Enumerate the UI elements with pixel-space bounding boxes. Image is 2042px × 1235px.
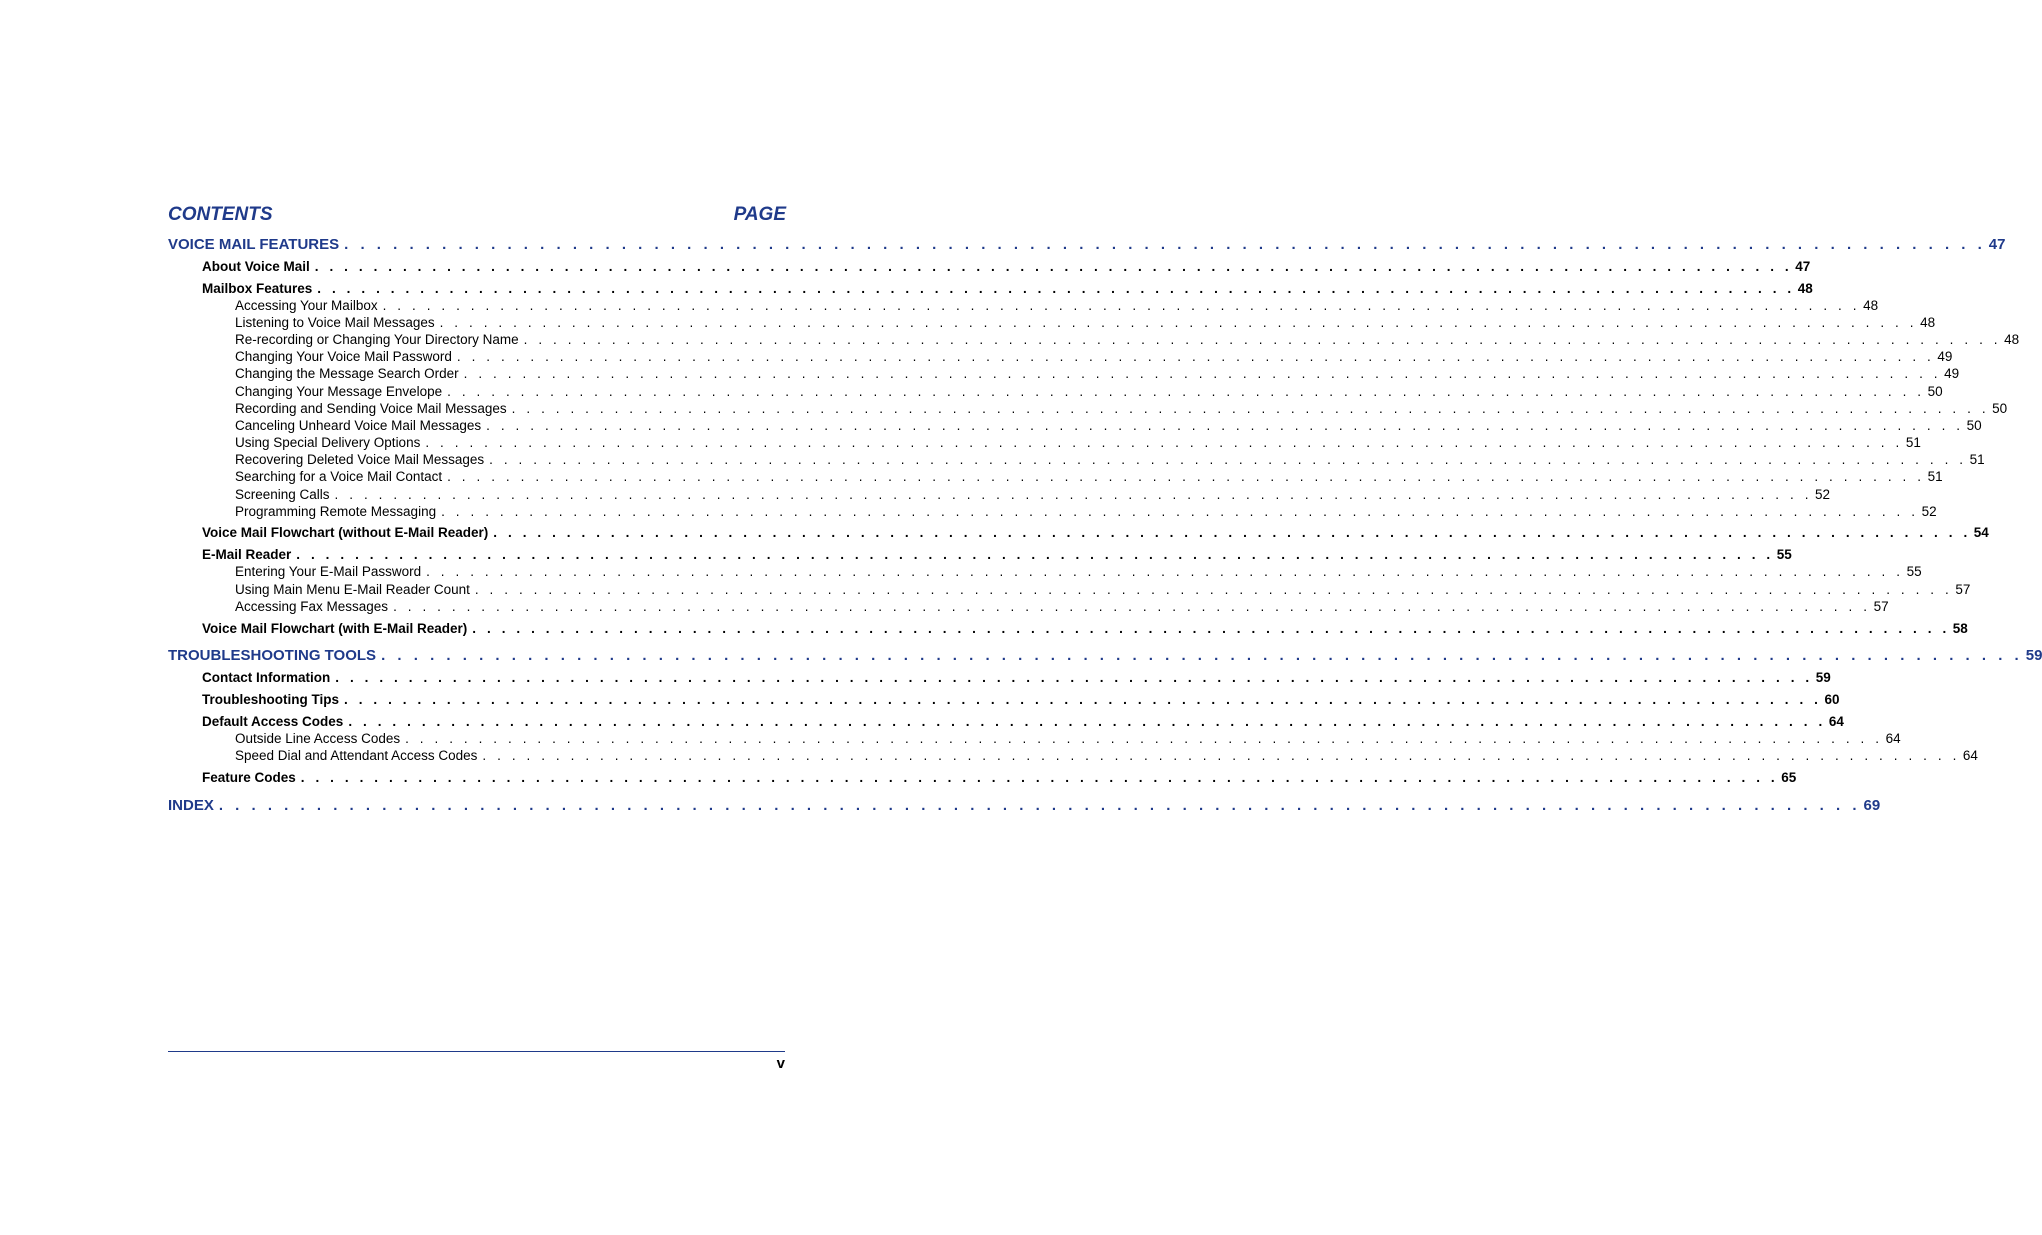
toc-entry-title: Listening to Voice Mail Messages	[235, 315, 435, 330]
toc-entry[interactable]	[235, 468, 1943, 485]
toc-entry-page: 48	[1797, 281, 1813, 296]
toc-entry-page: 69	[1863, 797, 1881, 814]
toc-dot-leader: . . . . . . . . . . . . . . . . . . . . . . . . . . . . . . . . . . . . . . . . . . . . . . . . . . . . . . . . . . . . . . . . . . . . . . . . . . . . . . . . . . . . . . . . . . . . . . . . . . . . .	[439, 315, 1918, 330]
toc-dot-leader: . . . . . . . . . . . . . . . . . . . . . . . . . . . . . . . . . . . . . . . . . . . . . . . . . . . . . . . . . . . . . . . . . . . . . . . . . . . . . . . . . . . . . . . . . . . . . . . . . . . . .	[493, 525, 1971, 540]
toc-entry-page: 49	[1944, 366, 1960, 381]
toc-entry[interactable]	[235, 400, 2008, 417]
toc-dot-leader: . . . . . . . . . . . . . . . . . . . . . . . . . . . . . . . . . . . . . . . . . . . . . . . . . . . . . . . . . . . . . . . . . . . . . . . . . . . . . . . . . . . . . . . . . . . . . . . . . . . . .	[344, 236, 1986, 253]
toc-entry[interactable]	[202, 524, 1989, 542]
toc-entry-title: Using Special Delivery Options	[235, 435, 421, 450]
toc-entry[interactable]	[202, 691, 1840, 709]
toc-entry-title: Changing Your Voice Mail Password	[235, 349, 452, 364]
toc-entry-title: Re-recording or Changing Your Directory Name	[235, 332, 519, 347]
toc-entry[interactable]	[235, 598, 1889, 615]
toc-dot-leader: . . . . . . . . . . . . . . . . . . . . . . . . . . . . . . . . . . . . . . . . . . . . . . . . . . . . . . . . . . . . . . . . . . . . . . . . . . . . . . . . . . . . . . . . . . . . . . . . . . . . .	[486, 418, 1964, 433]
toc-entry-page: 60	[1824, 692, 1840, 707]
toc-entry-page: 58	[1952, 621, 1968, 636]
toc-dot-leader: . . . . . . . . . . . . . . . . . . . . . . . . . . . . . . . . . . . . . . . . . . . . . . . . . . . . . . . . . . . . . . . . . . . . . . . . . . . . . . . . . . . . . . . . . . . . . . . . . . . . .	[425, 435, 1903, 450]
toc-entry-page: 50	[1992, 401, 2008, 416]
toc-dot-leader: . . . . . . . . . . . . . . . . . . . . . . . . . . . . . . . . . . . . . . . . . . . . . . . . . . . . . . . . . . . . . . . . . . . . . . . . . . . . . . . . . . . . . . . . . . . . . . . . . . . . .	[314, 259, 1793, 274]
toc-entry-title: Recovering Deleted Voice Mail Messages	[235, 452, 485, 467]
toc-entry-title: About Voice Mail	[202, 259, 310, 274]
toc-entry-title: Changing Your Message Envelope	[235, 384, 443, 399]
toc-dot-leader: . . . . . . . . . . . . . . . . . . . . . . . . . . . . . . . . . . . . . . . . . . . . . . . . . . . . . . . . . . . . . . . . . . . . . . . . . . . . . . . . . . . . . . . . . . . . . . . . . . . . .	[456, 349, 1935, 364]
toc-entry-page: 50	[1927, 384, 1943, 399]
toc-entry[interactable]	[202, 769, 1797, 787]
toc-entry[interactable]	[168, 796, 1881, 816]
toc-entry-title: Accessing Your Mailbox	[235, 298, 378, 313]
toc-entry-page: 57	[1873, 599, 1889, 614]
toc-entry-page: 54	[1973, 525, 1989, 540]
toc-dot-leader: . . . . . . . . . . . . . . . . . . . . . . . . . . . . . . . . . . . . . . . . . . . . . . . . . . . . . . . . . . . . . . . . . . . . . . . . . . . . . . . . . . . . . . . . . . . . . . . . . . . . .	[463, 366, 1942, 381]
toc-entry-title: Voice Mail Flowchart (without E-Mail Reader)	[202, 525, 489, 540]
toc-entry-page: 47	[1988, 236, 2006, 253]
toc-entry-title: TROUBLESHOOTING TOOLS	[168, 647, 377, 664]
page-column-heading: PAGE	[733, 204, 786, 225]
toc-entry-page: 52	[1921, 504, 1937, 519]
toc-entry-title: Mailbox Features	[202, 281, 313, 296]
toc-dot-leader: . . . . . . . . . . . . . . . . . . . . . . . . . . . . . . . . . . . . . . . . . . . . . . . . . . . . . . . . . . . . . . . . . . . . . . . . . . . . . . . . . . . . . . . . . . . . . . . . . . . . .	[296, 547, 1774, 562]
toc-entry-page: 49	[1937, 349, 1953, 364]
toc-dot-leader: . . . . . . . . . . . . . . . . . . . . . . . . . . . . . . . . . . . . . . . . . . . . . . . . . . . . . . . . . . . . . . . . . . . . . . . . . . . . . . . . . . . . . . . . . . . . . . . . . . . . .	[335, 670, 1813, 685]
toc-entry-page: 48	[1863, 298, 1879, 313]
toc-entry[interactable]	[235, 348, 1953, 365]
toc-entry[interactable]	[202, 258, 1811, 276]
toc-dot-leader: . . . . . . . . . . . . . . . . . . . . . . . . . . . . . . . . . . . . . . . . . . . . . . . . . . . . . . . . . . . . . . . . . . . . . . . . . . . . . . . . . . . . . . . . . . . . . . . . . . . . .	[317, 281, 1795, 296]
toc-entry[interactable]	[235, 503, 1937, 520]
toc-entry-page: 59	[2025, 647, 2042, 664]
toc-dot-leader: . . . . . . . . . . . . . . . . . . . . . . . . . . . . . . . . . . . . . . . . . . . . . . . . . . . . . . . . . . . . . . . . . . . . . . . . . . . . . . . . . . . . . . . . . . . . . . . . . . . . .	[447, 384, 1925, 399]
toc-entry[interactable]	[202, 280, 1813, 298]
toc-entry[interactable]	[235, 747, 1978, 764]
toc-entry-page: 51	[1969, 452, 1985, 467]
toc-entry-page: 48	[2004, 332, 2020, 347]
toc-entry-title: Canceling Unheard Voice Mail Messages	[235, 418, 482, 433]
toc-dot-leader: . . . . . . . . . . . . . . . . . . . . . . . . . . . . . . . . . . . . . . . . . . . . . . . . . . . . . . . . . . . . . . . . . . . . . . . . . . . . . . . . . . . . . . . . . . . . . . . . . . . . .	[344, 692, 1822, 707]
toc-entry-title: Searching for a Voice Mail Contact	[235, 469, 443, 484]
toc-entry[interactable]	[235, 563, 1922, 580]
toc-entry-title: Troubleshooting Tips	[202, 692, 339, 707]
toc-entry[interactable]	[168, 646, 2042, 666]
toc-dot-leader: . . . . . . . . . . . . . . . . . . . . . . . . . . . . . . . . . . . . . . . . . . . . . . . . . . . . . . . . . . . . . . . . . . . . . . . . . . . . . . . . . . . . . . . . . . . . . . . . . . . . .	[334, 487, 1813, 502]
toc-entry-title: Changing the Message Search Order	[235, 366, 459, 381]
toc-dot-leader: . . . . . . . . . . . . . . . . . . . . . . . . . . . . . . . . . . . . . . . . . . . . . . . . . . . . . . . . . . . . . . . . . . . . . . . . . . . . . . . . . . . . . . . . . . . . . . . . . . . . .	[405, 731, 1883, 746]
toc-entry-title: Voice Mail Flowchart (with E-Mail Reader)	[202, 621, 468, 636]
footer-divider	[168, 1051, 785, 1052]
toc-entry[interactable]	[202, 669, 1831, 687]
toc-dot-leader: . . . . . . . . . . . . . . . . . . . . . . . . . . . . . . . . . . . . . . . . . . . . . . . . . . . . . . . . . . . . . . . . . . . . . . . . . . . . . . . . . . . . . . . . . . . . . . . . . . . . .	[523, 332, 2002, 347]
toc-dot-leader: . . . . . . . . . . . . . . . . . . . . . . . . . . . . . . . . . . . . . . . . . . . . . . . . . . . . . . . . . . . . . . . . . . . . . . . . . . . . . . . . . . . . . . . . . . . . . . . . . . . . .	[447, 469, 1925, 484]
toc-entry[interactable]	[235, 365, 1960, 382]
toc-dot-leader: . . . . . . . . . . . . . . . . . . . . . . . . . . . . . . . . . . . . . . . . . . . . . . . . . . . . . . . . . . . . . . . . . . . . . . . . . . . . . . . . . . . . . . . . . . . . . . . . . . . . .	[300, 770, 1779, 785]
toc-entry-title: Outside Line Access Codes	[235, 731, 401, 746]
toc-dot-leader: . . . . . . . . . . . . . . . . . . . . . . . . . . . . . . . . . . . . . . . . . . . . . . . . . . . . . . . . . . . . . . . . . . . . . . . . . . . . . . . . . . . . . . . . . . . . . . . . . . . . .	[489, 452, 1967, 467]
toc-entry-title: Programming Remote Messaging	[235, 504, 437, 519]
toc-entry-title: Default Access Codes	[202, 714, 344, 729]
toc-dot-leader: . . . . . . . . . . . . . . . . . . . . . . . . . . . . . . . . . . . . . . . . . . . . . . . . . . . . . . . . . . . . . . . . . . . . . . . . . . . . . . . . . . . . . . . . . . . . . . . . . . . . .	[511, 401, 1990, 416]
toc-entry-title: Contact Information	[202, 670, 331, 685]
toc-entry-title: Speed Dial and Attendant Access Codes	[235, 748, 478, 763]
toc-dot-leader: . . . . . . . . . . . . . . . . . . . . . . . . . . . . . . . . . . . . . . . . . . . . . . . . . . . . . . . . . . . . . . . . . . . . . . . . . . . . . . . . . . . . . . . . . . . . . . . . . . . . .	[218, 797, 1861, 814]
toc-entry-title: VOICE MAIL FEATURES	[168, 236, 340, 253]
toc-entry-page: 50	[1966, 418, 1982, 433]
toc-dot-leader: . . . . . . . . . . . . . . . . . . . . . . . . . . . . . . . . . . . . . . . . . . . . . . . . . . . . . . . . . . . . . . . . . . . . . . . . . . . . . . . . . . . . . . . . . . . . . . . . . . . . .	[348, 714, 1826, 729]
toc-entry-title: Entering Your E-Mail Password	[235, 564, 422, 579]
toc-entry-title: Feature Codes	[202, 770, 296, 785]
toc-dot-leader: . . . . . . . . . . . . . . . . . . . . . . . . . . . . . . . . . . . . . . . . . . . . . . . . . . . . . . . . . . . . . . . . . . . . . . . . . . . . . . . . . . . . . . . . . . . . . . . . . . . . .	[426, 564, 1904, 579]
toc-dot-leader: . . . . . . . . . . . . . . . . . . . . . . . . . . . . . . . . . . . . . . . . . . . . . . . . . . . . . . . . . . . . . . . . . . . . . . . . . . . . . . . . . . . . . . . . . . . . . . . . . . . . .	[393, 599, 1871, 614]
toc-dot-leader: . . . . . . . . . . . . . . . . . . . . . . . . . . . . . . . . . . . . . . . . . . . . . . . . . . . . . . . . . . . . . . . . . . . . . . . . . . . . . . . . . . . . . . . . . . . . . . . . . . . . .	[482, 748, 1960, 763]
toc-entry[interactable]	[235, 451, 1985, 468]
toc-entry[interactable]	[202, 713, 1844, 731]
toc-entry-title: Recording and Sending Voice Mail Messages	[235, 401, 507, 416]
toc-entry-title: Screening Calls	[235, 487, 330, 502]
toc-dot-leader: . . . . . . . . . . . . . . . . . . . . . . . . . . . . . . . . . . . . . . . . . . . . . . . . . . . . . . . . . . . . . . . . . . . . . . . . . . . . . . . . . . . . . . . . . . . . . . . . . . . . .	[441, 504, 1919, 519]
contents-heading: CONTENTS	[168, 204, 273, 225]
toc-entry[interactable]	[202, 620, 1968, 638]
toc-entry-page: 64	[1885, 731, 1901, 746]
toc-entry-page: 52	[1815, 487, 1831, 502]
toc-entry-title: Accessing Fax Messages	[235, 599, 389, 614]
toc-entry-title: E-Mail Reader	[202, 547, 292, 562]
toc-entry[interactable]	[235, 730, 1901, 747]
toc-entry[interactable]	[235, 581, 1971, 598]
toc-entry-page: 51	[1905, 435, 1921, 450]
toc-entry[interactable]	[168, 235, 2006, 255]
toc-entry-page: 57	[1955, 582, 1971, 597]
toc-entry-page: 51	[1927, 469, 1943, 484]
toc-entry-page: 65	[1781, 770, 1797, 785]
toc-entry[interactable]	[235, 383, 1943, 400]
toc-entry-page: 55	[1776, 547, 1792, 562]
toc-entry-page: 64	[1828, 714, 1844, 729]
footer-page-number: v	[776, 1055, 785, 1072]
toc-entry-page: 59	[1815, 670, 1831, 685]
toc-entry-page: 55	[1906, 564, 1922, 579]
toc-entry[interactable]	[235, 486, 1831, 503]
toc-entry[interactable]	[202, 546, 1792, 564]
toc-dot-leader: . . . . . . . . . . . . . . . . . . . . . . . . . . . . . . . . . . . . . . . . . . . . . . . . . . . . . . . . . . . . . . . . . . . . . . . . . . . . . . . . . . . . . . . . . . . . . . . . . . . . .	[381, 647, 2023, 664]
toc-dot-leader: . . . . . . . . . . . . . . . . . . . . . . . . . . . . . . . . . . . . . . . . . . . . . . . . . . . . . . . . . . . . . . . . . . . . . . . . . . . . . . . . . . . . . . . . . . . . . . . . . . . . .	[472, 621, 1950, 636]
toc-dot-leader: . . . . . . . . . . . . . . . . . . . . . . . . . . . . . . . . . . . . . . . . . . . . . . . . . . . . . . . . . . . . . . . . . . . . . . . . . . . . . . . . . . . . . . . . . . . . . . . . . . . . .	[474, 582, 1953, 597]
toc-entry-page: 64	[1962, 748, 1978, 763]
toc-entry[interactable]	[235, 297, 1879, 314]
toc-entry-title: Using Main Menu E-Mail Reader Count	[235, 582, 470, 597]
toc-entry[interactable]	[235, 417, 1982, 434]
toc-entry-page: 48	[1920, 315, 1936, 330]
toc-entry[interactable]	[235, 331, 2020, 348]
toc-entry[interactable]	[235, 434, 1921, 451]
toc-entry-title: INDEX	[168, 797, 214, 814]
toc-entry-page: 47	[1795, 259, 1811, 274]
toc-dot-leader: . . . . . . . . . . . . . . . . . . . . . . . . . . . . . . . . . . . . . . . . . . . . . . . . . . . . . . . . . . . . . . . . . . . . . . . . . . . . . . . . . . . . . . . . . . . . . . . . . . . . .	[382, 298, 1861, 313]
toc-entry[interactable]	[235, 314, 1936, 331]
